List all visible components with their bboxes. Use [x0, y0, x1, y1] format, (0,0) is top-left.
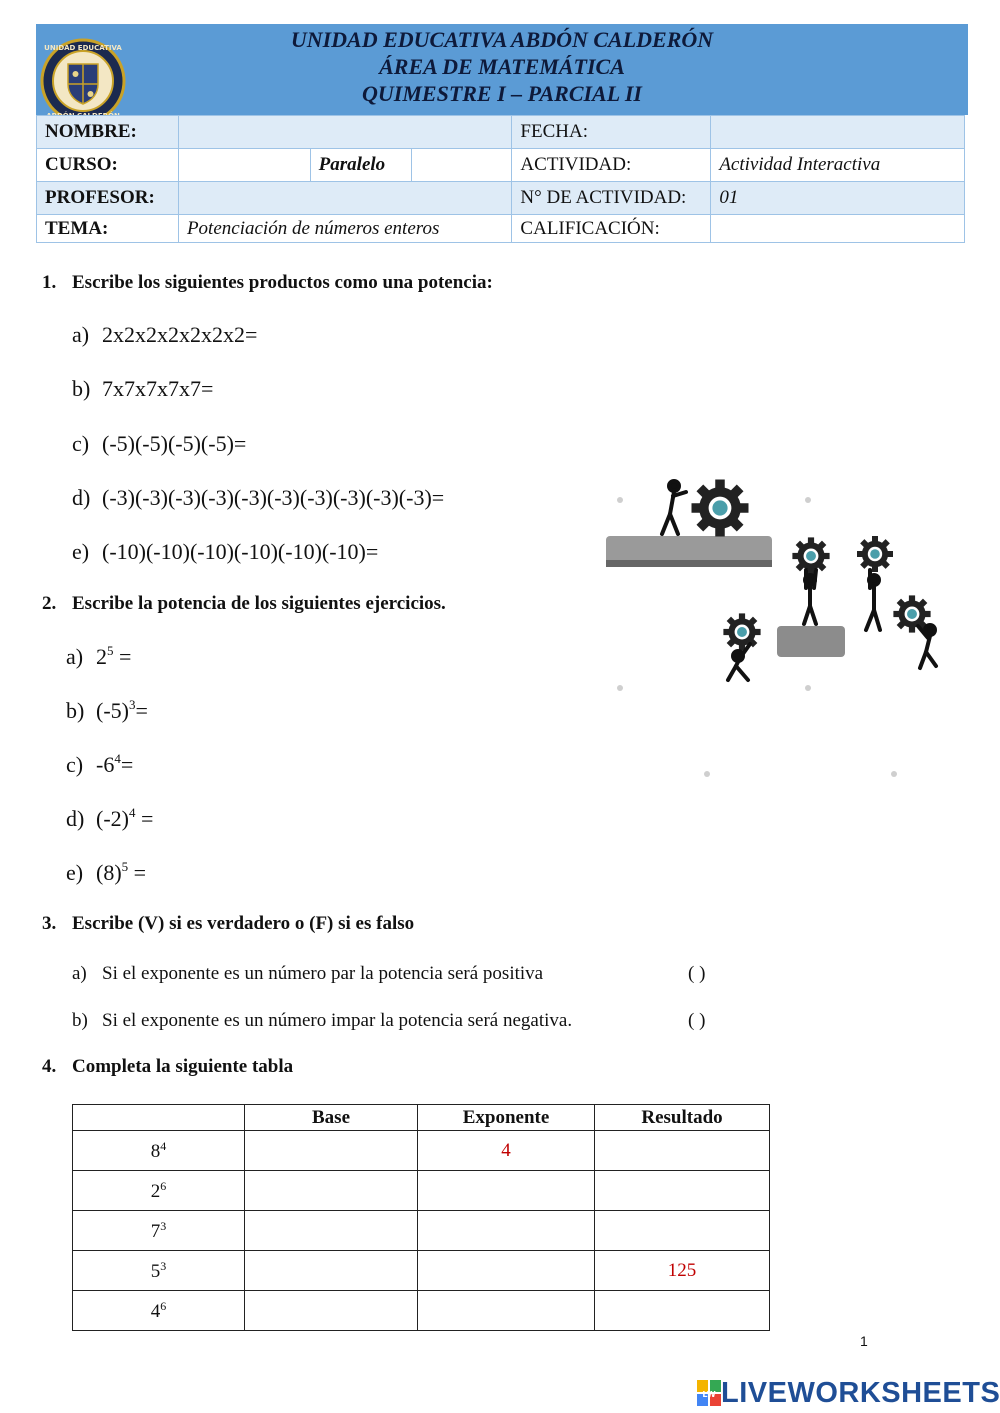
result-cell[interactable]: [595, 1291, 770, 1331]
header-band: [36, 24, 968, 115]
area-name: ÁREA DE MATEMÁTICA: [379, 54, 625, 79]
q1-item-c[interactable]: c) (-5)(-5)(-5)(-5)=: [72, 431, 247, 456]
q2-item-e[interactable]: e) $(8)^5$ =: [66, 859, 147, 885]
q2-heading: 2. Escribe la potencia de los siguientes ejercicios.: [42, 593, 446, 614]
q2-item-c[interactable]: c) $-6^4=$: [66, 751, 134, 777]
person-icon: [662, 481, 686, 534]
num-actividad-label: N° DE ACTIVIDAD:: [512, 182, 711, 215]
power-cell: $5^3$: [73, 1251, 245, 1291]
paralelo-label: Paralelo: [310, 149, 411, 182]
tema-value: Potenciación de números enteros: [178, 215, 511, 243]
q3-heading: 3. Escribe (V) si es verdadero o (F) si es falso: [42, 913, 415, 934]
column-header: [73, 1105, 245, 1131]
result-cell[interactable]: [595, 1211, 770, 1251]
exponent-cell[interactable]: [418, 1171, 595, 1211]
curso-field[interactable]: [178, 149, 310, 182]
q4-heading: 4. Completa la siguiente tabla: [42, 1056, 294, 1077]
term-name: QUIMESTRE I – PARCIAL II: [362, 81, 642, 106]
q2-item-d[interactable]: d) $(-2)^4$ =: [66, 805, 154, 831]
badge-text: LW: [702, 1390, 716, 1399]
exponent-cell[interactable]: [418, 1291, 595, 1331]
table-row: [73, 1131, 770, 1171]
q3-answer-b[interactable]: ( ): [688, 1010, 706, 1031]
exponent-cell[interactable]: 4: [418, 1131, 595, 1171]
person-icon: [866, 570, 880, 630]
logo-top-text: UNIDAD EDUCATIVA: [44, 44, 122, 52]
q2-item-b[interactable]: b) $(-5)^3=$: [66, 697, 148, 723]
power-cell: $4^6$: [73, 1291, 245, 1331]
actividad-value: Actividad Interactiva: [711, 149, 965, 182]
profesor-field[interactable]: [178, 182, 511, 215]
table-row: [73, 1211, 770, 1251]
gear-icon: [723, 613, 760, 650]
nombre-label: NOMBRE:: [37, 116, 179, 149]
student-info-table: [36, 115, 965, 243]
table-row: [73, 1251, 770, 1291]
calificacion-field[interactable]: [711, 215, 965, 243]
teamwork-gears-illustration: [600, 430, 960, 780]
gear-icon: [857, 536, 893, 572]
person-icon: [728, 644, 750, 680]
table-row: [73, 1171, 770, 1211]
liveworksheets-badge-icon: [697, 1380, 721, 1406]
powers-table: [72, 1104, 770, 1331]
base-cell[interactable]: [245, 1211, 418, 1251]
power-cell: $8^4$: [73, 1131, 245, 1171]
page-number: 1: [860, 1333, 868, 1349]
q1-heading: 1. Escribe los siguientes productos como una potencia:: [42, 272, 493, 293]
school-name: UNIDAD EDUCATIVA ABDÓN CALDERÓN: [290, 27, 714, 52]
base-cell[interactable]: [245, 1291, 418, 1331]
tema-label: TEMA:: [37, 215, 179, 243]
q2-item-a[interactable]: a) $2^5$ =: [66, 643, 132, 669]
gear-icon: [792, 537, 829, 574]
curso-label: CURSO:: [37, 149, 179, 182]
exponent-cell[interactable]: [418, 1211, 595, 1251]
result-cell[interactable]: [595, 1171, 770, 1211]
result-cell[interactable]: [595, 1131, 770, 1171]
person-icon: [918, 625, 936, 668]
q3-answer-a[interactable]: ( ): [688, 963, 706, 984]
column-header-exponente: Exponente: [418, 1105, 595, 1131]
nombre-field[interactable]: [178, 116, 511, 149]
q3-item-a: a) Si el exponente es un número par la potencia será positiva: [72, 963, 544, 984]
q1-item-a[interactable]: a) 2x2x2x2x2x2x2=: [72, 322, 258, 347]
calificacion-label: CALIFICACIÓN:: [512, 215, 711, 243]
paralelo-field[interactable]: [411, 149, 512, 182]
base-cell[interactable]: [245, 1131, 418, 1171]
power-cell: $7^3$: [73, 1211, 245, 1251]
q3-item-b: b) Si el exponente es un número impar la potencia será negativa.: [72, 1010, 573, 1031]
base-cell[interactable]: [245, 1251, 418, 1291]
column-header-resultado: Resultado: [595, 1105, 770, 1131]
q1-item-e[interactable]: e) (-10)(-10)(-10)(-10)(-10)(-10)=: [72, 539, 379, 564]
profesor-label: PROFESOR:: [37, 182, 179, 215]
fecha-field[interactable]: [711, 116, 965, 149]
table-row: [73, 1291, 770, 1331]
brand-text: LIVEWORKSHEETS: [721, 1376, 1000, 1409]
q1-item-d[interactable]: d) (-3)(-3)(-3)(-3)(-3)(-3)(-3)(-3)(-3)(-3)=: [72, 485, 445, 510]
middle-block: [777, 626, 845, 657]
actividad-label: ACTIVIDAD:: [512, 149, 711, 182]
person-icon: [804, 570, 816, 624]
base-cell[interactable]: [245, 1171, 418, 1211]
column-header-base: Base: [245, 1105, 418, 1131]
result-cell[interactable]: 125: [595, 1251, 770, 1291]
num-actividad-value: 01: [711, 182, 965, 215]
q1-item-b[interactable]: b) 7x7x7x7x7=: [72, 376, 214, 401]
fecha-label: FECHA:: [512, 116, 711, 149]
power-cell: $2^6$: [73, 1171, 245, 1211]
exponent-cell[interactable]: [418, 1251, 595, 1291]
liveworksheets-logo[interactable]: [697, 1376, 1000, 1410]
gear-icon: [692, 480, 749, 537]
